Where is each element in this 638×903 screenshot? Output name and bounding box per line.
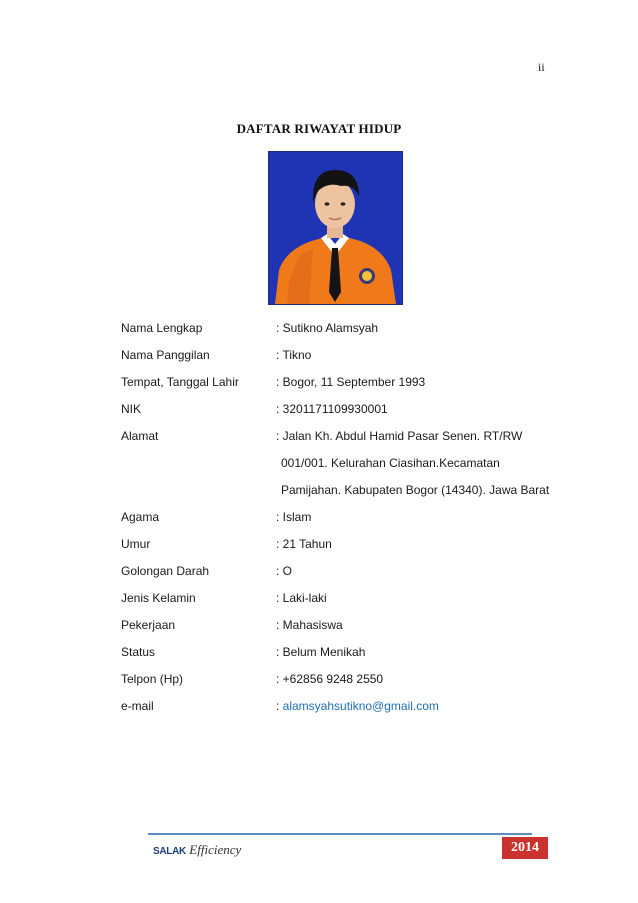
brand-tagline: Efficiency <box>189 842 242 857</box>
field-label: Nama Lengkap <box>121 321 203 335</box>
field-row-email <box>121 699 601 726</box>
field-value <box>276 699 439 713</box>
address-continuation: 001/001. Kelurahan Ciasihan.Kecamatan <box>281 456 500 470</box>
field-value: : Mahasiswa <box>276 618 343 632</box>
field-label: Umur <box>121 537 151 551</box>
field-row-tempat-tanggal-lahir <box>121 375 601 402</box>
field-label: NIK <box>121 402 142 416</box>
page-number: ii <box>538 60 545 74</box>
footer-divider <box>148 833 532 835</box>
field-value: : Laki-laki <box>276 591 327 605</box>
field-label: Status <box>121 645 156 659</box>
field-label: Golongan Darah <box>121 564 210 578</box>
profile-photo <box>268 151 403 305</box>
field-row-nama-lengkap <box>121 321 601 348</box>
field-value: : O <box>276 564 293 578</box>
field-value: : 21 Tahun <box>276 537 332 551</box>
field-label: e-mail <box>121 699 154 713</box>
footer-year-badge: 2014 <box>502 837 548 859</box>
field-label: Nama Panggilan <box>121 348 210 362</box>
field-value: : +62856 9248 2550 <box>276 672 384 686</box>
footer-brand <box>153 842 241 858</box>
field-row-nik <box>121 402 601 429</box>
page-title: DAFTAR RIWAYAT HIDUP <box>236 121 402 136</box>
field-row-alamat <box>121 429 601 456</box>
field-label: Alamat <box>121 429 159 443</box>
field-value: : Tikno <box>276 348 312 362</box>
field-label: Pekerjaan <box>121 618 176 632</box>
field-row-umur <box>121 537 601 564</box>
field-row-alamat-line-3 <box>121 483 601 510</box>
field-label: Jenis Kelamin <box>121 591 196 605</box>
field-row-pekerjaan <box>121 618 601 645</box>
email-prefix: : <box>276 699 283 713</box>
field-value: : Jalan Kh. Abdul Hamid Pasar Senen. RT/RW <box>276 429 523 443</box>
field-label: Telpon (Hp) <box>121 672 184 686</box>
biodata-section <box>121 321 601 726</box>
address-continuation: Pamijahan. Kabupaten Bogor (14340). Jawa Barat <box>281 483 550 497</box>
field-row-telpon <box>121 672 601 699</box>
email-link[interactable]: alamsyahsutikno@gmail.com <box>282 699 439 713</box>
field-row-nama-panggilan <box>121 348 601 375</box>
field-value: : 3201171109930001 <box>276 402 388 416</box>
field-label: Agama <box>121 510 160 524</box>
field-value: : Sutikno Alamsyah <box>276 321 379 335</box>
field-value: : Bogor, 11 September 1993 <box>276 375 426 389</box>
field-row-golongan-darah <box>121 564 601 591</box>
field-value: : Belum Menikah <box>276 645 366 659</box>
field-row-agama <box>121 510 601 537</box>
field-row-alamat-line-2 <box>121 456 601 483</box>
field-row-jenis-kelamin <box>121 591 601 618</box>
portrait-image <box>269 152 402 304</box>
field-label: Tempat, Tanggal Lahir <box>121 375 239 389</box>
brand-name: SALAK <box>153 846 186 857</box>
field-row-status <box>121 645 601 672</box>
field-value: : Islam <box>276 510 312 524</box>
